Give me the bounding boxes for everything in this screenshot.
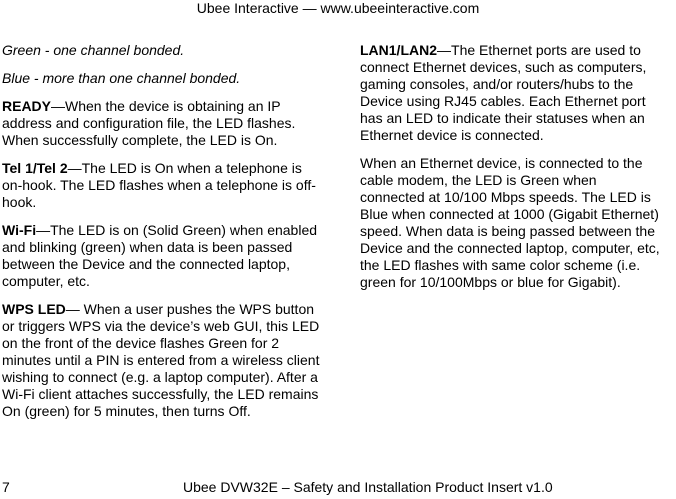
page-footer xyxy=(0,479,676,496)
blue-bonded-line: Blue - more than one channel bonded. xyxy=(2,70,241,86)
wifi-text: —The LED is on (Solid Green) when enabled and blinking (green) when data is been passed between the Device and the connected laptop, computer, etc. xyxy=(2,222,318,289)
lan-term: LAN1/LAN2 xyxy=(360,42,438,58)
page-number: 7 xyxy=(2,479,10,495)
wps-paragraph xyxy=(2,301,324,420)
lan-text: —The Ethernet ports are used to connect Ethernet devices, such as computers, gaming consoles, and/or routers/hubs to the Device using RJ45 cables. Each Ethernet port has an LED to indicate their statuses when an Ethernet device is connected. xyxy=(360,42,647,143)
left-column xyxy=(2,42,324,431)
ready-paragraph xyxy=(2,98,324,149)
footer-title: Ubee DVW32E – Safety and Installation Product Insert v1.0 xyxy=(183,479,553,495)
green-bonded-line: Green - one channel bonded. xyxy=(2,42,185,58)
right-column xyxy=(360,42,660,302)
tel-text: —The LED is On when a telephone is on-hook. The LED flashes when a telephone is off-hook. xyxy=(2,160,316,210)
wps-term: WPS LED xyxy=(2,301,66,317)
tel-term: Tel 1/Tel 2 xyxy=(2,160,68,176)
wifi-paragraph xyxy=(2,222,324,290)
ready-text: —When the device is obtaining an IP address and configuration file, the LED flashes. When successfully complete, the LED is On. xyxy=(2,98,296,148)
wifi-term: Wi-Fi xyxy=(2,222,37,238)
page-header xyxy=(0,0,676,17)
header-text: Ubee Interactive — www.ubeeinteractive.com xyxy=(196,0,480,16)
ready-term: READY xyxy=(2,98,52,114)
ethernet-paragraph: When an Ethernet device, is connected to the cable modem, the LED is Green when connected at 10/100 Mbps speeds. The LED is Blue when connected at 1000 (Gigabit Ethernet) speed. When data is being passed between the Device and the connected laptop, computer, etc, the LED flashes with same color scheme (i.e. green for 10/100Mbps or blue for Gigabit). xyxy=(360,155,660,290)
lan-paragraph xyxy=(360,42,660,144)
tel-paragraph xyxy=(2,160,324,211)
wps-text: — When a user pushes the WPS button or triggers WPS via the device’s web GUI, this LED on the front of the device flashes Green for 2 minutes until a PIN is entered from a wireless client wishing to connect (e.g. a laptop computer). After a Wi-Fi client attaches successfully, the LED remains On (green) for 5 minutes, then turns Off. xyxy=(2,301,320,419)
